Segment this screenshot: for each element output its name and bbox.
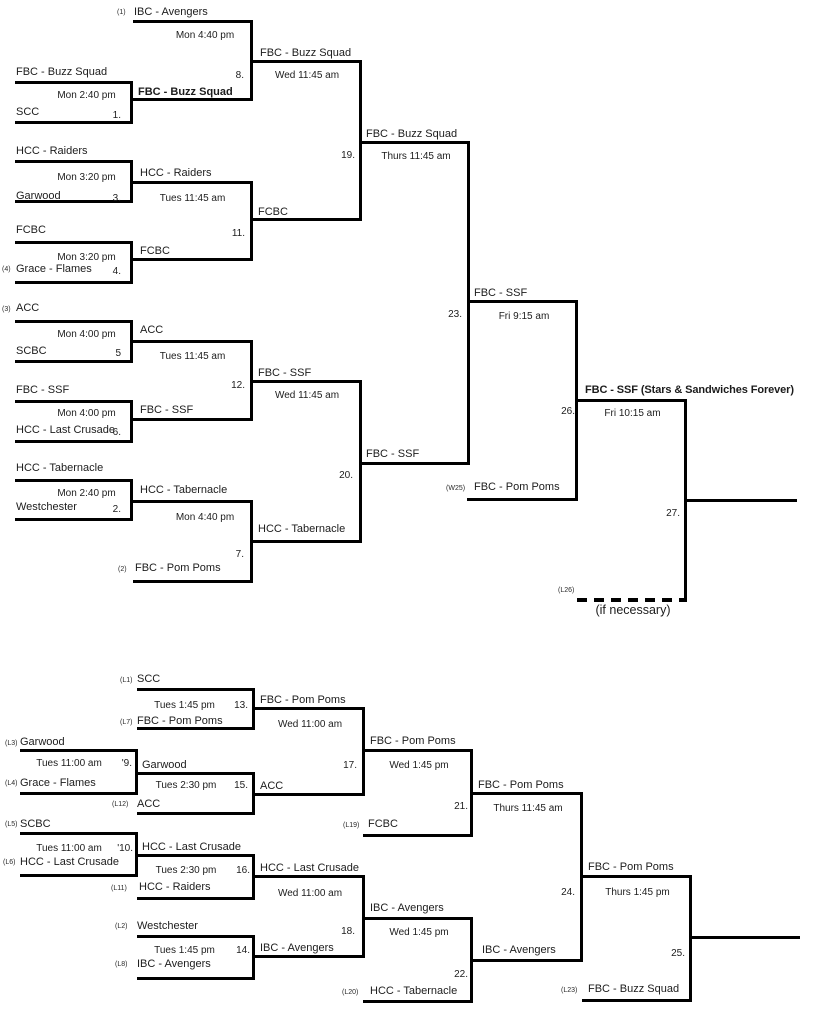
time-g2: Mon 2:40 pm [57, 488, 116, 499]
seed-2: (2) [118, 566, 127, 573]
seed-l5: (L5) [5, 821, 18, 828]
line-g2-top [15, 479, 133, 482]
line-g6-vert [130, 400, 133, 443]
seed-3: (3) [2, 306, 11, 313]
num-g27: 27. [666, 508, 680, 519]
team-g4-winner: FCBC [140, 245, 170, 257]
line-g25-bottom [582, 999, 692, 1002]
line-g16-bottom [137, 897, 255, 900]
seed-l6: (L6) [3, 859, 16, 866]
seed-l7: (L7) [120, 719, 133, 726]
seed-l2: (L2) [115, 923, 128, 930]
time-g25: Thurs 1:45 pm [605, 887, 670, 898]
line-g25-out [692, 936, 800, 939]
team-g6-winner: FBC - SSF [140, 404, 194, 416]
time-g24: Thurs 11:45 am [493, 803, 563, 814]
num-g7: 7. [235, 549, 244, 560]
time-g13: Tues 1:45 pm [154, 700, 215, 711]
time-g19: Wed 11:45 am [274, 70, 340, 81]
team-g9-top: Garwood [20, 736, 65, 748]
team-g1-top: FBC - Buzz Squad [16, 66, 108, 78]
line-g10-bottom [20, 874, 138, 877]
num-g4: 4. [112, 266, 121, 277]
num-g22: 22. [454, 969, 468, 980]
line-g18-winner [365, 917, 473, 920]
team-g20-winner: FBC - SSF [366, 448, 420, 460]
team-g19-winner: FBC - Buzz Squad [366, 128, 458, 140]
num-g19: 19. [341, 150, 355, 161]
line-g4-top [15, 241, 133, 244]
team-g1-bottom: SCC [16, 106, 40, 118]
team-g5-bottom: SCBC [16, 345, 47, 357]
line-g15-winner [255, 793, 365, 796]
team-g5-top: ACC [16, 302, 40, 314]
team-g16-bottom: HCC - Raiders [139, 881, 211, 893]
seed-l19: (L19) [343, 822, 360, 829]
line-g21-bottom [363, 834, 473, 837]
seed-l8: (L8) [115, 961, 128, 968]
team-g15-bottom: ACC [137, 798, 161, 810]
num-g12: 12. [231, 380, 245, 391]
seed-l3: (L3) [5, 740, 18, 747]
note-if-necessary: (if necessary) [595, 603, 671, 617]
team-g3-winner: HCC - Raiders [140, 167, 212, 179]
team-g23-winner: FBC - SSF [474, 287, 528, 299]
line-g5-winner [133, 340, 253, 343]
num-g16: 16. [236, 865, 250, 876]
time-g15: Tues 2:30 pm [155, 780, 217, 791]
team-g4-bottom: Grace - Flames [16, 263, 92, 275]
time-g5: Mon 4:00 pm [57, 329, 116, 340]
seed-4: (4) [2, 266, 11, 273]
line-g4-bottom [15, 281, 133, 284]
num-g14: 14. [236, 945, 250, 956]
time-g8: Mon 4:40 pm [175, 30, 235, 41]
time-g6: Mon 4:00 pm [57, 408, 116, 419]
team-g13-winner: FBC - Pom Poms [260, 694, 346, 706]
team-g15-winner: ACC [260, 780, 284, 792]
num-g26: 26. [561, 406, 575, 417]
num-g11: 11. [231, 228, 245, 239]
team-g22-winner: IBC - Avengers [482, 944, 556, 956]
time-g14: Tues 1:45 pm [154, 945, 215, 956]
team-g16-winner: HCC - Last Crusade [260, 862, 360, 874]
line-g26-winner [578, 399, 687, 402]
team-g26-bottom: FBC - Pom Poms [474, 481, 560, 493]
team-g17-winner: FBC - Pom Poms [370, 735, 456, 747]
time-g10: Tues 11:00 am [36, 843, 102, 854]
team-g3-top: HCC - Raiders [16, 145, 88, 157]
team-g21-bottom: FCBC [368, 818, 398, 830]
num-g13: 13. [234, 700, 248, 711]
team-g14-top: Westchester [137, 920, 198, 932]
team-g12-winner: FBC - SSF [258, 367, 312, 379]
team-g10-bottom: HCC - Last Crusade [20, 856, 120, 868]
line-g2-bottom [15, 518, 133, 521]
seed-l20: (L20) [342, 989, 359, 996]
line-g15-bottom [137, 812, 255, 815]
team-g4-top: FCBC [16, 224, 46, 236]
line-g24-winner [583, 875, 692, 878]
time-g7: Mon 4:40 pm [175, 512, 235, 523]
line-g27-out [687, 499, 797, 502]
line-g14-winner [255, 955, 365, 958]
num-g2: 2. [112, 504, 121, 515]
line-g20-winner [362, 462, 470, 465]
seed-l11: (L11) [111, 885, 127, 892]
line-g8-top [133, 20, 253, 23]
line-g10-top [20, 832, 138, 835]
line-g8-winner [252, 60, 362, 63]
line-g26-bottom [467, 498, 578, 501]
team-g8-top: IBC - Avengers [134, 6, 208, 18]
num-g9: '9. [121, 758, 132, 769]
num-g5: 5 [115, 348, 121, 359]
team-g7-bottom: FBC - Pom Poms [135, 562, 221, 574]
line-g7-bottom [133, 580, 253, 583]
team-g2-top: HCC - Tabernacle [16, 462, 104, 474]
team-g7-winner: HCC - Tabernacle [258, 523, 346, 535]
line-g2-winner [133, 500, 253, 503]
team-g8-winner: FBC - Buzz Squad [260, 47, 352, 59]
num-g25: 25. [671, 948, 685, 959]
time-g12: Tues 11:45 am [159, 351, 226, 362]
time-g26: Fri 9:15 am [498, 311, 550, 322]
line-g5-bottom [15, 360, 133, 363]
line-g13-winner [255, 707, 365, 710]
team-g11-winner: FCBC [258, 206, 288, 218]
team-g9-bottom: Grace - Flames [20, 777, 96, 789]
num-g3: 3. [112, 193, 121, 204]
time-g23: Thurs 11:45 am [381, 151, 451, 162]
team-g21-winner: FBC - Pom Poms [478, 779, 564, 791]
line-g10-winner [138, 854, 255, 857]
team-g13-bottom: FBC - Pom Poms [137, 715, 223, 727]
line-g5-top [15, 320, 133, 323]
time-g17: Wed 11:00 am [277, 719, 343, 730]
seed-l26: (L26) [558, 587, 575, 594]
line-g22-winner [473, 959, 583, 962]
num-g8: 8. [235, 70, 244, 81]
line-g14-top [137, 935, 255, 938]
line-g13-top [137, 688, 255, 691]
line-g16-winner [255, 875, 365, 878]
num-g23: 23. [448, 309, 462, 320]
team-g6-top: FBC - SSF [16, 384, 70, 396]
line-g6-bottom [15, 440, 133, 443]
line-g1-top [15, 81, 133, 84]
team-g25-bottom: FBC - Buzz Squad [588, 983, 680, 995]
seed-l23: (L23) [561, 987, 578, 994]
time-g16: Tues 2:30 pm [155, 865, 217, 876]
time-g1: Mon 2:40 pm [57, 90, 116, 101]
seed-1: (1) [117, 9, 126, 16]
seed-l4: (L4) [5, 780, 18, 787]
team-champion: FBC - SSF (Stars & Sandwiches Forever) [585, 384, 794, 396]
line-g12-winner [252, 380, 362, 383]
line-g9-top [20, 749, 138, 752]
time-g18: Wed 11:00 am [277, 888, 343, 899]
time-g3: Mon 3:20 pm [57, 172, 116, 183]
line-g22-bottom [363, 1000, 473, 1003]
line-g3-top [15, 160, 133, 163]
num-g18: 18. [341, 926, 355, 937]
line-g9-bottom [20, 792, 138, 795]
time-g11: Tues 11:45 am [159, 193, 226, 204]
line-g7-winner [252, 540, 362, 543]
num-g17: 17. [343, 760, 357, 771]
seed-l1: (L1) [120, 677, 133, 684]
seed-w25: (W25) [446, 485, 466, 492]
team-g13-top: SCC [137, 673, 161, 685]
line-g19-winner [362, 141, 470, 144]
num-g24: 24. [561, 887, 575, 898]
line-g21-winner [473, 792, 583, 795]
num-g21: 21. [454, 801, 468, 812]
team-g14-winner: IBC - Avengers [260, 942, 334, 954]
line-g1-vert [130, 81, 133, 124]
num-g1: 1. [112, 110, 121, 121]
team-g3-bottom: Garwood [16, 190, 61, 202]
line-g6-top [15, 400, 133, 403]
line-g3-winner [133, 181, 253, 184]
team-g24-winner: FBC - Pom Poms [588, 861, 674, 873]
line-g6-winner [133, 418, 253, 421]
line-g9-winner [138, 772, 255, 775]
team-g2-winner: HCC - Tabernacle [140, 484, 228, 496]
team-g18-winner: IBC - Avengers [370, 902, 444, 914]
team-g14-bottom: IBC - Avengers [137, 958, 211, 970]
time-g27: Fri 10:15 am [604, 408, 661, 419]
num-g10: '10. [117, 843, 133, 854]
team-g1-winner: FBC - Buzz Squad [138, 86, 233, 98]
team-g10-top: SCBC [20, 818, 51, 830]
time-g20: Wed 11:45 am [274, 390, 340, 401]
line-g23-winner [470, 300, 578, 303]
time-g9: Tues 11:00 am [36, 758, 102, 769]
num-g15: 15. [234, 780, 248, 791]
num-g6: 6. [112, 427, 121, 438]
seed-l12: (L12) [112, 801, 129, 808]
team-g22-bottom: HCC - Tabernacle [370, 985, 458, 997]
team-g6-bottom: HCC - Last Crusade [16, 424, 116, 436]
line-l26-dashed [577, 598, 687, 602]
team-g2-bottom: Westchester [16, 501, 77, 513]
line-g4-winner [133, 258, 253, 261]
team-g10-winner: HCC - Last Crusade [142, 841, 242, 853]
time-g4: Mon 3:20 pm [57, 252, 116, 263]
line-g14-bottom [137, 977, 255, 980]
team-g5-winner: ACC [140, 324, 164, 336]
time-g22: Wed 1:45 pm [389, 927, 449, 938]
line-g17-winner [365, 749, 473, 752]
time-g21: Wed 1:45 pm [389, 760, 449, 771]
team-g9-winner: Garwood [142, 759, 187, 771]
num-g20: 20. [339, 470, 353, 481]
